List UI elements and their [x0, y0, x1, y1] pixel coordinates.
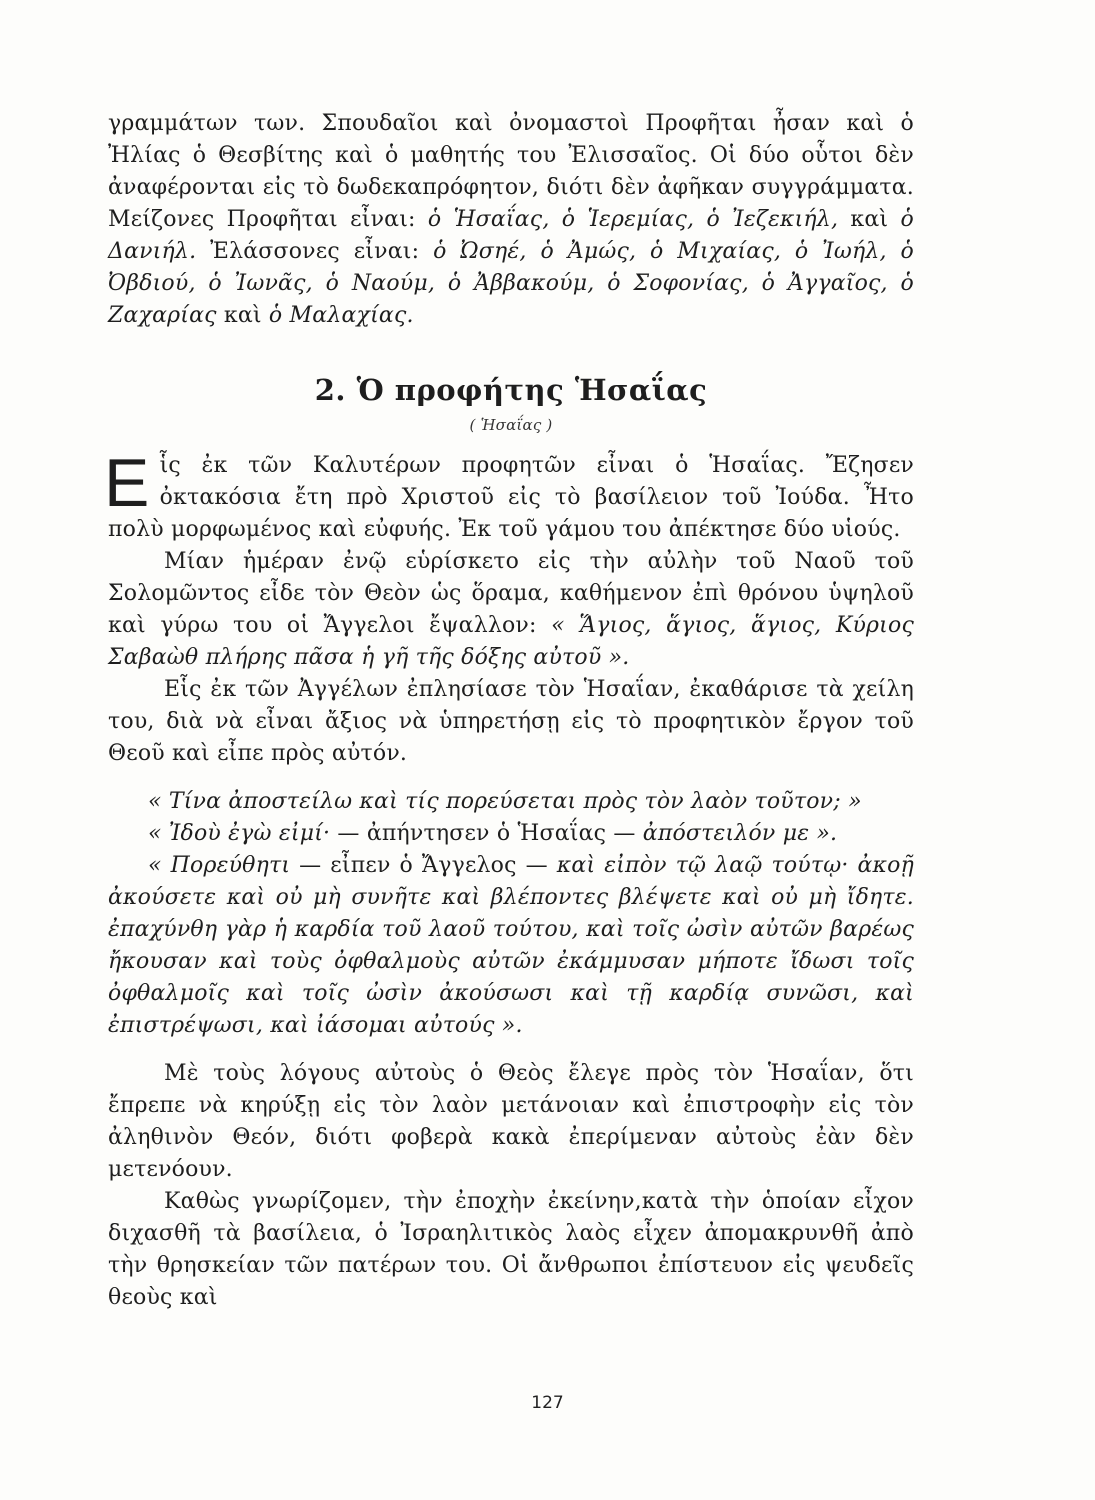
drop-cap-letter: Ε [104, 445, 150, 521]
quote-go-and-tell [108, 850, 914, 1042]
spacer [108, 770, 914, 786]
vision-text: Μίαν ἡμέραν ἐνῷ εὑρίσκετο εἰς τὴν αὐλὴν τοῦ Ναοῦ τοῦ Σολομῶντος εἶδε τὸν Θεὸν ὡς ὅραμα, καθήμενον ἐπὶ θρόνου ὑψηλοῦ καὶ γύρω του οἱ Ἄγγελοι ἔψαλλον: [108, 549, 914, 638]
repentance-paragraph [108, 1058, 914, 1186]
division-paragraph [108, 1186, 914, 1314]
quote-2-narration: — ἀπήντησεν ὁ Ἡσαΐας — [337, 821, 636, 846]
spacer-2 [108, 1042, 914, 1058]
vision-paragraph [108, 546, 914, 674]
quote-3-body: καὶ εἰπὸν τῷ λαῷ τούτῳ· ἀκοῇ ἀκούσετε καὶ οὐ μὴ συνῆτε καὶ βλέποντες βλέψετε καὶ οὐ μὴ ἴδητε. ἐπαχύνθη γὰρ ἡ καρδία τοῦ λαοῦ τούτου, καὶ τοῖς ὠσὶν αὐτῶν βαρέως ἤκουσαν καὶ τοὺς ὀφθαλμοὺς αὐτῶν ἐκάμμυσαν μήποτε ἴδωσι τοῖς ὀφθαλμοῖς καὶ τοῖς ὠσὶν ἀκούσωσι καὶ τῇ καρδίᾳ συνῶσι, καὶ ἐπιστρέψωσι, καὶ ἰάσομαι αὐτούς ». [108, 853, 914, 1038]
quote-1-text: « Τίνα ἀποστείλω καὶ τίς πορεύσεται πρὸς τὸν λαὸν τοῦτον; » [148, 789, 862, 814]
major-prophets-list: ὁ Ἡσαΐας, ὁ Ἱερεμίας, ὁ Ἰεζεκιήλ, [427, 207, 839, 232]
quote-here-am-i [108, 818, 914, 850]
angel-text: Εἷς ἐκ τῶν Ἀγγέλων ἐπλησίασε τὸν Ἡσαΐαν, ἐκαθάρισε τὰ χείλη του, διὰ νὰ εἶναι ἄξιος νὰ ὑπηρετήσῃ εἰς τὸ προφητικὸν ἔργον τοῦ Θεοῦ καὶ εἶπε πρὸς αὐτόν. [108, 677, 914, 766]
section-heading: 2. Ὁ προφήτης Ἡσαΐας [314, 373, 708, 407]
quote-3-narration: — εἶπεν ὁ Ἄγγελος — [299, 853, 548, 878]
minor-prophets-list: ὁ Ὠσηέ, ὁ Ἀμώς, ὁ Μιχαίας, ὁ Ἰωήλ, ὁ Ὀβδιού, ὁ Ἰωνᾶς, ὁ Ναούμ, ὁ Ἀββακούμ, ὁ Σοφονίας, ὁ Ἀγγαῖος, ὁ Ζαχαρίας [108, 239, 914, 328]
quote-who-shall-go [108, 786, 914, 818]
division-text: Καθὼς γνωρίζομεν, τὴν ἐποχὴν ἐκείνην,κατὰ τὴν ὁποίαν εἶχον διχασθῆ τὰ βασίλεια, ὁ Ἰσραηλιτικὸς λαὸς εἶχεν ἀπομακρυνθῆ ἀπὸ τὴν θρησκείαν τῶν πατέρων του. Οἱ ἄνθρωποι ἐπίστευον εἰς ψευδεῖς θεοὺς καὶ [108, 1189, 914, 1310]
intro-paragraph [108, 108, 914, 332]
isaiah-intro-paragraph [104, 445, 914, 546]
intro-text: γραμμάτων των. Σπουδαῖοι καὶ ὀνομαστοὶ Προφῆται ἦσαν καὶ ὁ Ἠλίας ὁ Θεσβίτης καὶ ὁ μαθητής του Ἐλισσαῖος. Οἱ δύο οὗτοι δὲν ἀναφέρονται εἰς τὸ δωδεκαπρόφητον, διότι δὲν ἀφῆκαν συγγράμματα. Μείζονες Προφῆται εἶναι: [108, 111, 914, 232]
quote-2-end: ἀπόστειλόν με ». [642, 821, 838, 846]
angel-paragraph [108, 674, 914, 770]
daniel-name: ὁ Δανιήλ. [108, 207, 914, 264]
malachi-name: ὁ Μαλαχίας. [268, 303, 414, 328]
quote-2-start: « Ἰδοὺ ἐγὼ εἰμί· [148, 821, 331, 846]
repentance-text: Μὲ τοὺς λόγους αὐτοὺς ὁ Θεὸς ἔλεγε πρὸς τὸν Ἡσαΐαν, ὅτι ἔπρεπε νὰ κηρύξῃ εἰς τὸν λαὸν μετάνοιαν καὶ ἐπιστροφὴν εἰς τὸν ἀληθινὸν Θεόν, διότι φοβερὰ κακὰ ἐπερίμεναν αὐτοὺς ἐὰν δὲν μετενόουν. [108, 1061, 914, 1182]
quote-3-start: « Πορεύθητι [148, 853, 291, 878]
isaiah-intro-text: ἷς ἐκ τῶν Καλυτέρων προφητῶν εἶναι ὁ Ἡσαΐας. Ἔζησεν ὀκτακόσια ἔτη πρὸ Χριστοῦ εἰς τὸ βασίλειον τοῦ Ἰούδα. Ἦτο πολὺ μορφωμένος καὶ εὐφυής. Ἐκ τοῦ γάμου του ἀπέκτησε δύο υἱούς. [108, 453, 914, 542]
section-subheading: ( Ἡσαΐας ) [469, 416, 553, 434]
page-number: 127 [531, 1393, 564, 1413]
page-body [104, 108, 914, 1314]
and-word-2: καὶ [223, 303, 262, 328]
angels-hymn-quote: « Ἅγιος, ἅγιος, ἅγιος, Κύριος Σαβαὼθ πλήρης πᾶσα ἡ γῆ τῆς δόξης αὐτοῦ ». [108, 613, 914, 670]
and-word: καὶ [850, 207, 889, 232]
minor-prophets-label: Ἐλάσσονες εἶναι: [210, 239, 420, 264]
